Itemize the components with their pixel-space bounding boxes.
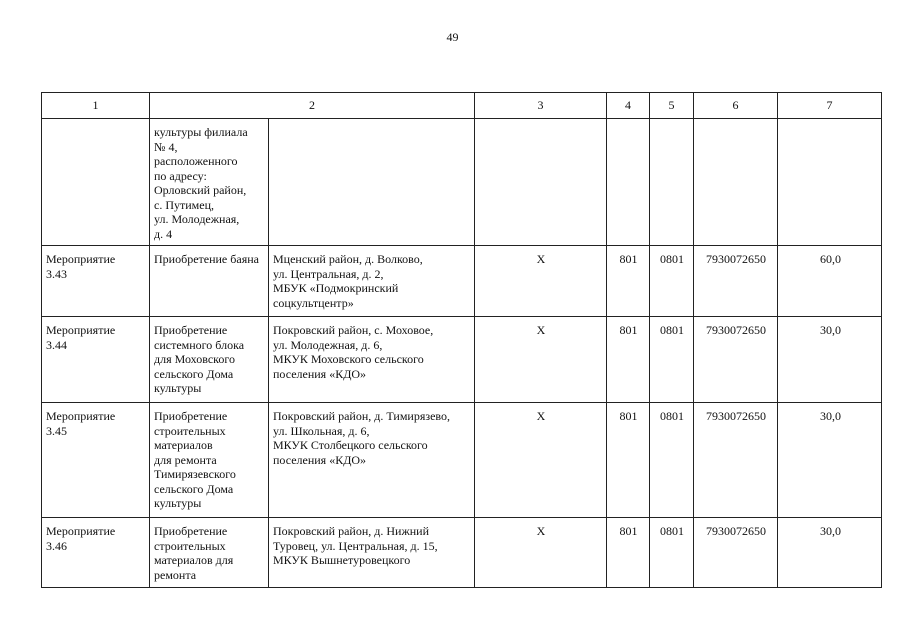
cell-col7: 30,0 [778, 317, 882, 403]
cell-col7: 60,0 [778, 246, 882, 317]
cell-col6: 7930072650 [694, 246, 778, 317]
cell-location: Покровский район, д. Нижний Туровец, ул. Центральная, д. 15, МКУК Вышнетуровецкого [269, 518, 475, 588]
table-row [42, 119, 882, 246]
cell-id: Мероприятие 3.43 [42, 246, 150, 317]
header-col-3: 3 [475, 93, 607, 119]
table-row [42, 317, 882, 403]
cell-location: Покровский район, д. Тимирязево, ул. Школьная, д. 6, МКУК Столбецкого сельского поселения «КДО» [269, 403, 475, 518]
cell-id: Мероприятие 3.46 [42, 518, 150, 588]
cell-col6 [694, 119, 778, 246]
cell-col3: Х [475, 317, 607, 403]
table-row [42, 518, 882, 588]
table-row [42, 246, 882, 317]
table-row [42, 403, 882, 518]
header-col-1: 1 [42, 93, 150, 119]
budget-table [41, 92, 882, 588]
cell-location: Покровский район, с. Моховое, ул. Молодежная, д. 6, МКУК Моховского сельского поселения «КДО» [269, 317, 475, 403]
header-row [42, 93, 882, 119]
cell-col7: 30,0 [778, 403, 882, 518]
header-col-5: 5 [650, 93, 694, 119]
cell-id [42, 119, 150, 246]
cell-location [269, 119, 475, 246]
cell-col7 [778, 119, 882, 246]
cell-col5: 0801 [650, 518, 694, 588]
header-col-2: 2 [150, 93, 475, 119]
page-number: 49 [446, 30, 459, 44]
cell-col4 [607, 119, 650, 246]
cell-name: Приобретение баяна [150, 246, 269, 317]
cell-col3: Х [475, 518, 607, 588]
cell-name: Приобретение строительных материалов для ремонта Тимирязевского сельского Дома культуры [150, 403, 269, 518]
header-col-6: 6 [694, 93, 778, 119]
cell-col3: Х [475, 246, 607, 317]
cell-col4: 801 [607, 246, 650, 317]
cell-col7: 30,0 [778, 518, 882, 588]
cell-col5: 0801 [650, 403, 694, 518]
cell-id: Мероприятие 3.44 [42, 317, 150, 403]
cell-name: Приобретение строительных материалов для ремонта [150, 518, 269, 588]
cell-col3 [475, 119, 607, 246]
cell-col5 [650, 119, 694, 246]
cell-col6: 7930072650 [694, 518, 778, 588]
cell-col6: 7930072650 [694, 317, 778, 403]
cell-col4: 801 [607, 403, 650, 518]
cell-location: Мценский район, д. Волково, ул. Центральная, д. 2, МБУК «Подмокринский соцкультцентр» [269, 246, 475, 317]
header-col-4: 4 [607, 93, 650, 119]
cell-col5: 0801 [650, 317, 694, 403]
cell-col4: 801 [607, 518, 650, 588]
cell-col4: 801 [607, 317, 650, 403]
cell-id: Мероприятие 3.45 [42, 403, 150, 518]
cell-col5: 0801 [650, 246, 694, 317]
header-col-7: 7 [778, 93, 882, 119]
cell-name: Приобретение системного блока для Моховского сельского Дома культуры [150, 317, 269, 403]
cell-col3: Х [475, 403, 607, 518]
cell-name: культуры филиала № 4, расположенного по адресу: Орловский район, с. Путимец, ул. Молодежная, д. 4 [150, 119, 269, 246]
cell-col6: 7930072650 [694, 403, 778, 518]
